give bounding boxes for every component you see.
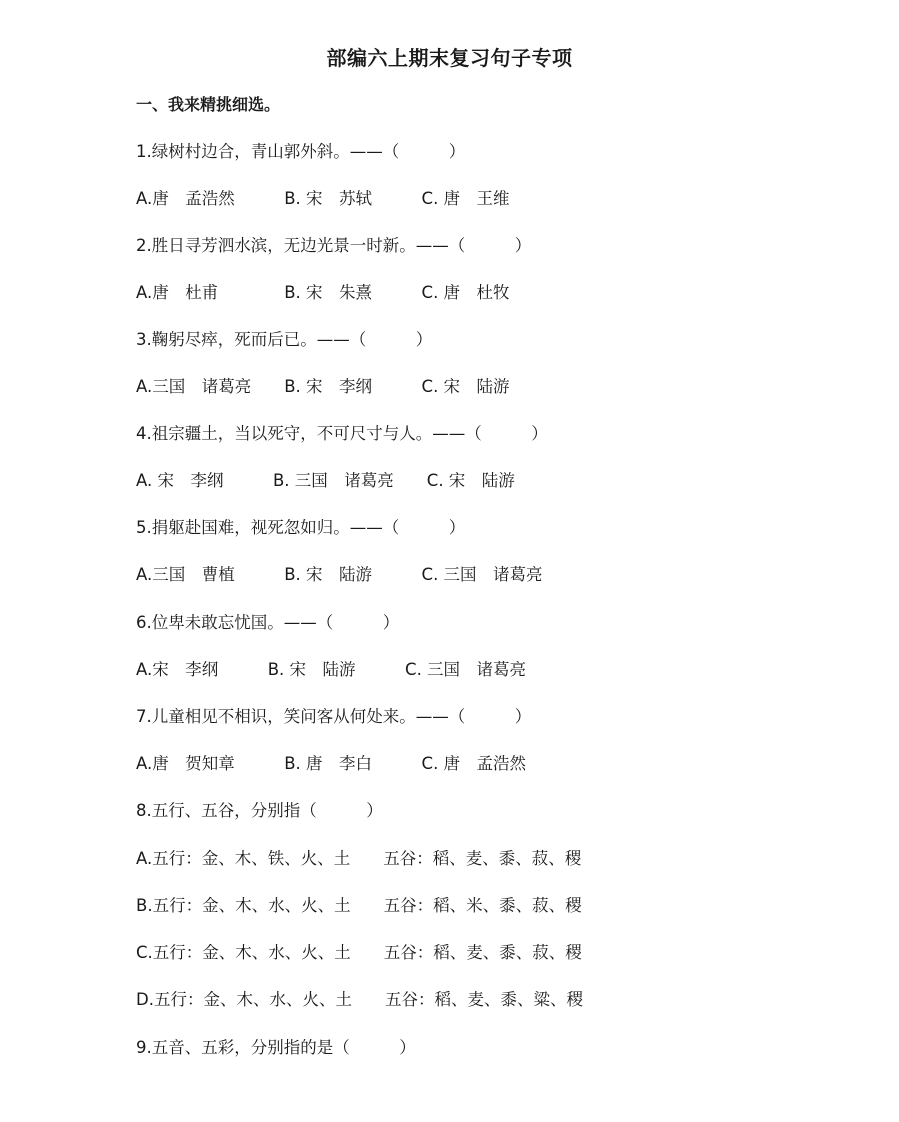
- question-7: 7.儿童相见不相识，笑问客从何处来。——（ ）: [136, 707, 532, 726]
- question-5: 5.捐躯赴国难，视死忽如归。——（ ）: [136, 518, 466, 537]
- options-8-a: A.五行：金、木、铁、火、土 五谷：稻、麦、黍、菽、稷: [136, 849, 582, 868]
- question-2: 2.胜日寻芳泗水滨，无边光景一时新。——（ ）: [136, 236, 532, 255]
- options-7: A.唐 贺知章 B. 唐 李白 C. 唐 孟浩然: [136, 754, 527, 773]
- options-1: A.唐 孟浩然 B. 宋 苏轼 C. 唐 王维: [136, 189, 510, 208]
- options-5: A.三国 曹植 B. 宋 陆游 C. 三国 诸葛亮: [136, 565, 543, 584]
- question-4: 4.祖宗疆土，当以死守，不可尺寸与人。——（ ）: [136, 424, 548, 443]
- question-1: 1.绿树村边合，青山郭外斜。——（ ）: [136, 142, 466, 161]
- options-4: A. 宋 李纲 B. 三国 诸葛亮 C. 宋 陆游: [136, 471, 515, 490]
- options-2: A.唐 杜甫 B. 宋 朱熹 C. 唐 杜牧: [136, 283, 510, 302]
- question-9: 9.五音、五彩，分别指的是（ ）: [136, 1038, 416, 1057]
- options-8-d: D.五行：金、木、水、火、土 五谷：稻、麦、黍、粱、稷: [136, 990, 583, 1009]
- question-3: 3.鞠躬尽瘁，死而后已。——（ ）: [136, 330, 433, 349]
- page-title: 部编六上期末复习句子专项: [326, 46, 573, 70]
- options-3: A.三国 诸葛亮 B. 宋 李纲 C. 宋 陆游: [136, 377, 510, 396]
- section-heading: 一、我来精挑细选。: [136, 95, 281, 114]
- options-6: A.宋 李纲 B. 宋 陆游 C. 三国 诸葛亮: [136, 660, 527, 679]
- question-8: 8.五行、五谷，分别指（ ）: [136, 801, 383, 820]
- question-6: 6.位卑未敢忘忧国。——（ ）: [136, 613, 400, 632]
- options-8-c: C.五行：金、木、水、火、土 五谷：稻、麦、黍、菽、稷: [136, 943, 582, 962]
- options-8-b: B.五行：金、木、水、火、土 五谷：稻、米、黍、菽、稷: [136, 896, 582, 915]
